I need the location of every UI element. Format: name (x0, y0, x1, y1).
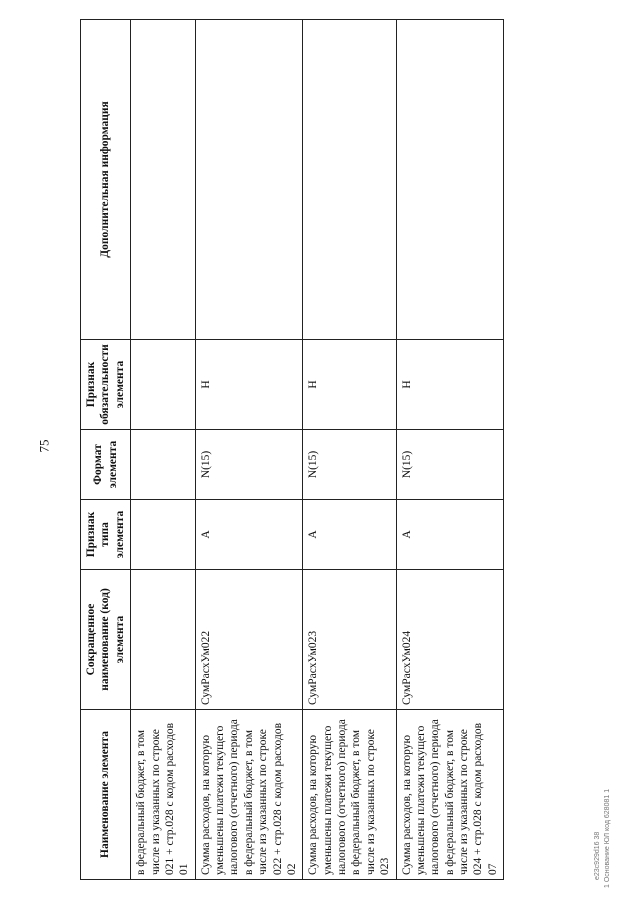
cell-additional-info (303, 20, 396, 340)
cell-format (131, 430, 196, 500)
cell-mandatory: Н (303, 340, 396, 430)
cell-short-name: СумРасхУм022 (195, 570, 303, 710)
page-number: 75 (36, 439, 52, 453)
cell-element-name: Сумма расходов, на которую уменьшены платежи текущего налогового (отчетного) периода в федеральный бюджет, в том числе из указанных по строке 023 (303, 710, 396, 880)
cell-type: А (303, 500, 396, 570)
cell-type: А (195, 500, 303, 570)
cell-additional-info (195, 20, 303, 340)
table-row (195, 20, 303, 880)
cell-type: А (396, 500, 504, 570)
cell-element-name: Сумма расходов, на которую уменьшены платежи текущего налогового (отчетного) периода в федеральный бюджет, в том числе из указанных по строке 024 + стр.028 с кодом расходов 07 (396, 710, 504, 880)
cell-format: N(15) (195, 430, 303, 500)
cell-mandatory (131, 340, 196, 430)
header-type: Признак типа элемента (81, 500, 131, 570)
cell-short-name (131, 570, 196, 710)
elements-table (80, 19, 504, 880)
header-short-name: Сокращенное наименование (код) элемента (81, 570, 131, 710)
cell-format: N(15) (303, 430, 396, 500)
registration-stamp (590, 770, 630, 890)
cell-format: N(15) (396, 430, 504, 500)
header-element-name: Наименование элемента (81, 710, 131, 880)
header-mandatory: Признак обязательности элемента (81, 340, 131, 430)
cell-type (131, 500, 196, 570)
table-header-row (81, 20, 131, 880)
cell-element-name: Сумма расходов, на которую уменьшены платежи текущего налогового (отчетного) периода в федеральный бюджет, в том числе из указанных по строке 022 + стр.028 с кодом расходов 02 (195, 710, 303, 880)
cell-element-name: в федеральный бюджет, в том числе из указанных по строке 021 + стр.028 с кодом расходов 01 (131, 710, 196, 880)
cell-short-name: СумРасхУм023 (303, 570, 396, 710)
table-row (131, 20, 196, 880)
header-format: Формат элемента (81, 430, 131, 500)
cell-short-name: СумРасхУм024 (396, 570, 504, 710)
stamp-line-2: 1 Основание ЮЛ код 628081 1 (604, 788, 611, 888)
rotated-table-wrapper (80, 20, 499, 880)
table-row (396, 20, 504, 880)
table-row (303, 20, 396, 880)
cell-mandatory: Н (195, 340, 303, 430)
cell-additional-info (131, 20, 196, 340)
header-additional-info: Дополнительная информация (81, 20, 131, 340)
cell-mandatory: Н (396, 340, 504, 430)
cell-additional-info (396, 20, 504, 340)
stamp-line-1: e23c929d16 38 (594, 831, 601, 880)
